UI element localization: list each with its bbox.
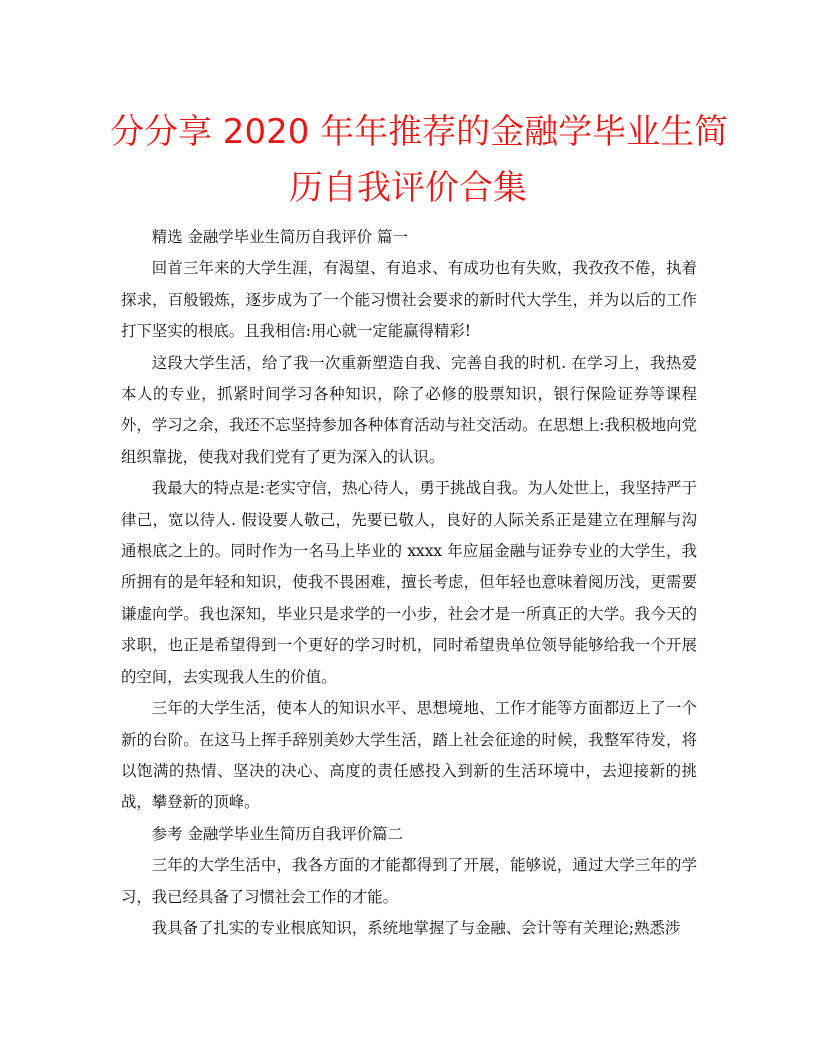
paragraph: 这段大学生活，给了我一次重新塑造自我、完善自我的时机. 在学习上，我热爱本人的专业，抓紧时间学习各种知识，除了必修的股票知识，银行保险证券等课程外，学习之余，我还不忘坚持参加各种体育活动与社交活动。在思想上:我积极地向党组织靠拢，使我对我们党有了更为深入的认识。 — [121, 353, 697, 466]
document-body — [121, 222, 697, 944]
section-heading-1: 精选 金融学毕业生简历自我评价 篇一 — [151, 228, 408, 246]
paragraph: 回首三年来的大学生涯，有渴望、有追求、有成功也有失败，我孜孜不倦，执着探求，百般锻炼，逐步成为了一个能习惯社会要求的新时代大学生，并为以后的工作打下坚实的根底。且我相信:用心就一定能赢得精彩! — [121, 259, 697, 341]
section-heading-2: 参考 金融学毕业生简历自我评价篇二 — [151, 824, 403, 843]
document-title-line-2: 历自我评价合集 — [289, 168, 527, 208]
paragraph: 三年的大学生活，使本人的知识水平、思想境地、工作才能等方面都迈上了一个新的台阶。在这马上挥手辞别美妙大学生活，踏上社会征途的时候，我整军待发，将以饱满的热情、坚决的决心、高度的责任感投入到新的生活环境中，去迎接新的挑战，攀登新的顶峰。 — [121, 699, 697, 812]
paragraph: 我最大的特点是:老实守信，热心待人，勇于挑战自我。为人处世上，我坚持严于律己，宽以待人. 假设要人敬己，先要已敬人，良好的人际关系正是建立在理解与沟通根底之上的。同时作为一名马上毕业的 xxxx 年应届金融与证券专业的大学生，我所拥有的是年轻和知识，使我不畏困难，擅长考虑，但年轻也意味着阅历浅，更需要谦虚向学。我也深知，毕业只是求学的一小步，社会才是一所真正的大学。我今天的求职，也正是希望得到一个更好的学习时机，同时希望贵单位领导能够给我一个开展的空间，去实现我人生的价值。 — [121, 479, 697, 686]
paragraph: 我具备了扎实的专业根底知识，系统地掌握了与金融、会计等有关理论;熟悉涉 — [151, 918, 681, 937]
document-title-line-1: 分分享 2020 年年推荐的金融学毕业生简 — [110, 112, 729, 152]
paragraph: 三年的大学生活中，我各方面的才能都得到了开展，能够说，通过大学三年的学习，我已经具备了习惯社会工作的才能。 — [121, 856, 697, 906]
